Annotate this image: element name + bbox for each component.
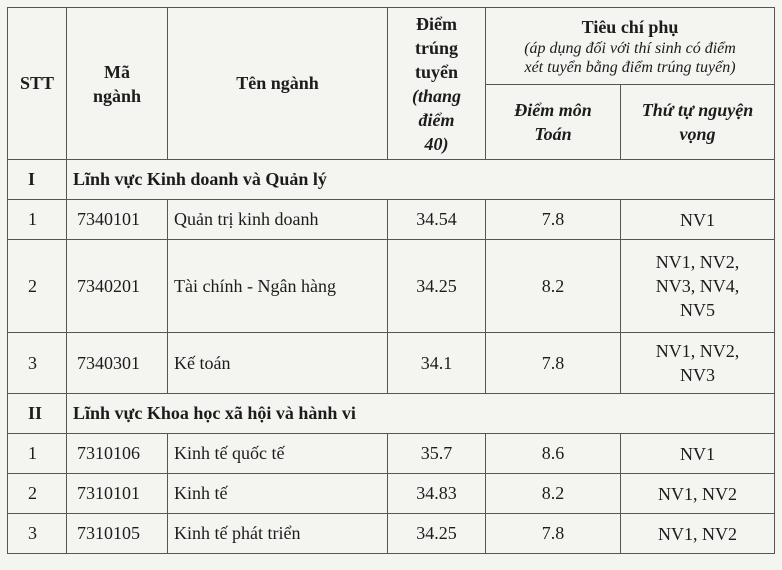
row-name: Kế toán (168, 333, 388, 394)
row-nv (621, 514, 775, 554)
header-thu-tu-nguyen-vong (621, 85, 775, 160)
row-nv-line: NV1 (680, 443, 715, 464)
row-math: 8.6 (486, 434, 621, 474)
row-code: 7340101 (67, 200, 168, 240)
table-row (8, 240, 775, 333)
row-stt: 1 (8, 434, 67, 474)
row-nv-line: NV1, NV2 (658, 523, 737, 544)
header-ten-nganh: Tên ngành (168, 8, 388, 160)
header-ma-nganh-line1: Mã (104, 61, 130, 82)
row-code: 7310105 (67, 514, 168, 554)
row-nv (621, 333, 775, 394)
row-name: Kinh tế phát triển (168, 514, 388, 554)
row-name: Kinh tế quốc tế (168, 434, 388, 474)
header-diem-line2: trúng (414, 37, 458, 58)
row-nv (621, 434, 775, 474)
row-score: 34.54 (388, 200, 486, 240)
row-stt: 2 (8, 240, 67, 333)
row-stt: 2 (8, 474, 67, 514)
row-nv (621, 200, 775, 240)
header-thu-tu-line1: Thứ tự nguyện (641, 100, 754, 120)
header-diem-line1: Điểm (416, 13, 457, 34)
header-stt: STT (8, 8, 67, 160)
row-score: 34.1 (388, 333, 486, 394)
row-math: 8.2 (486, 474, 621, 514)
header-tieu-chi-note-line2: xét tuyển bằng điểm trúng tuyển) (524, 59, 736, 76)
row-stt: 3 (8, 333, 67, 394)
section-title: Lĩnh vực Kinh doanh và Quản lý (67, 160, 775, 200)
row-code: 7340201 (67, 240, 168, 333)
row-math: 7.8 (486, 514, 621, 554)
header-ma-nganh-line2: ngành (92, 85, 142, 106)
header-tieu-chi-note-line1: (áp dụng đối với thí sinh có điểm (524, 40, 736, 57)
section-title: Lĩnh vực Khoa học xã hội và hành vi (67, 394, 775, 434)
row-nv-line: NV1, NV2 (658, 483, 737, 504)
table-row (8, 333, 775, 394)
header-ma-nganh (67, 8, 168, 160)
table-row (8, 474, 775, 514)
header-diem-line6: 40) (424, 133, 449, 154)
header-tieu-chi-phu (486, 8, 775, 85)
row-stt: 1 (8, 200, 67, 240)
row-nv-line: NV3, NV4, (655, 276, 740, 296)
row-score: 35.7 (388, 434, 486, 474)
row-nv-line: NV1 (680, 209, 715, 230)
admission-scores-table (7, 7, 775, 554)
table-row (8, 200, 775, 240)
row-nv-line: NV1, NV2, (655, 252, 740, 272)
header-diem-line5: điểm (418, 109, 455, 130)
section-number: I (8, 160, 67, 200)
row-nv-line: NV3 (680, 365, 715, 385)
row-name: Quản trị kinh doanh (168, 200, 388, 240)
row-code: 7340301 (67, 333, 168, 394)
header-diem-toan-line2: Toán (534, 124, 572, 144)
header-diem-trung-tuyen (388, 8, 486, 160)
section-row (8, 160, 775, 200)
header-diem-mon-toan (486, 85, 621, 160)
table-row (8, 514, 775, 554)
row-math: 7.8 (486, 200, 621, 240)
row-name: Tài chính - Ngân hàng (168, 240, 388, 333)
header-tieu-chi-title: Tiêu chí phụ (581, 17, 679, 37)
header-diem-toan-line1: Điểm môn (514, 100, 592, 120)
header-thu-tu-line2: vọng (679, 124, 716, 144)
row-code: 7310106 (67, 434, 168, 474)
row-nv (621, 240, 775, 333)
header-diem-line4: (thang (411, 85, 462, 106)
row-math: 8.2 (486, 240, 621, 333)
section-number: II (8, 394, 67, 434)
section-row (8, 394, 775, 434)
row-score: 34.25 (388, 514, 486, 554)
row-code: 7310101 (67, 474, 168, 514)
row-score: 34.83 (388, 474, 486, 514)
row-nv (621, 474, 775, 514)
row-score: 34.25 (388, 240, 486, 333)
header-diem-line3: tuyển (414, 61, 458, 82)
table-row (8, 434, 775, 474)
row-nv-line: NV1, NV2, (655, 341, 740, 361)
row-stt: 3 (8, 514, 67, 554)
row-nv-line: NV5 (680, 300, 715, 320)
row-name: Kinh tế (168, 474, 388, 514)
row-math: 7.8 (486, 333, 621, 394)
